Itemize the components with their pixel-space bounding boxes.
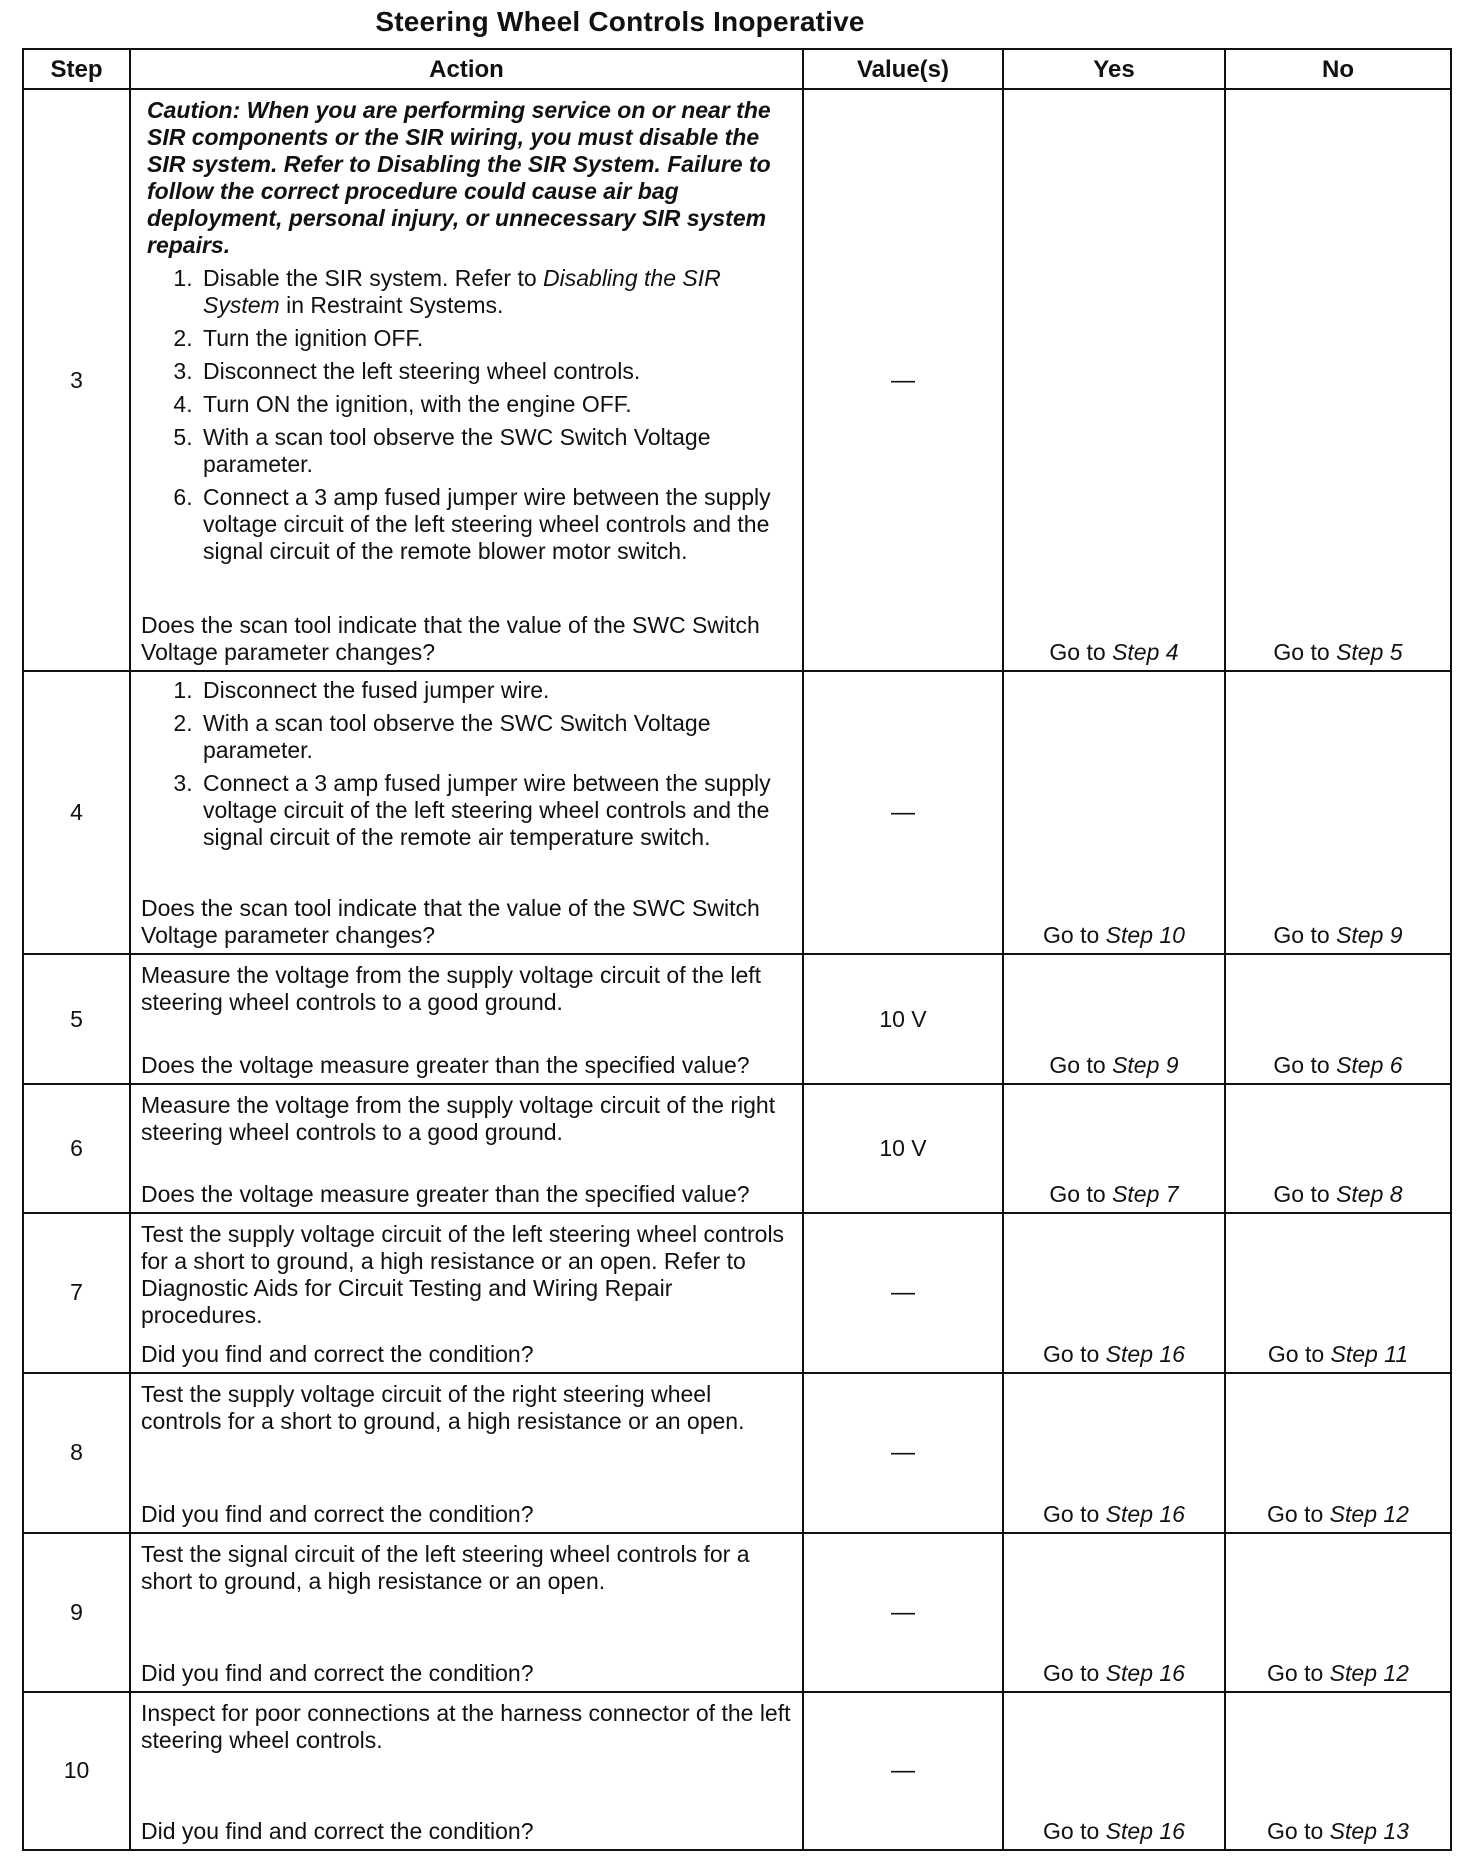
question-text: Did you find and correct the condition? bbox=[141, 1659, 534, 1686]
yes-cell bbox=[1003, 1692, 1225, 1850]
step-number: 5 bbox=[23, 954, 130, 1083]
no-goto-step: Step 6 bbox=[1336, 1051, 1403, 1078]
yes-cell bbox=[1003, 1373, 1225, 1533]
no-goto-step: Step 9 bbox=[1336, 922, 1403, 949]
table-row bbox=[23, 1373, 1451, 1533]
question-text: Did you find and correct the condition? bbox=[141, 1500, 534, 1527]
question-text: Did you find and correct the condition? bbox=[141, 1340, 534, 1367]
step-number: 9 bbox=[23, 1533, 130, 1692]
goto-label: Go to bbox=[1043, 1340, 1100, 1367]
action-cell bbox=[130, 1373, 803, 1533]
list-item: 4. Turn ON the ignition, with the engine OFF. bbox=[199, 391, 794, 418]
step-number: 4 bbox=[23, 671, 130, 954]
step-number: 8 bbox=[23, 1373, 130, 1533]
value-text: — bbox=[891, 366, 915, 394]
goto-label: Go to bbox=[1049, 1180, 1106, 1207]
question-text: Does the voltage measure greater than the specified value? bbox=[141, 1051, 750, 1078]
step-number: 10 bbox=[23, 1692, 130, 1850]
goto-label: Go to bbox=[1267, 1340, 1325, 1367]
table-row bbox=[23, 1692, 1451, 1850]
action-cell bbox=[130, 954, 803, 1083]
goto-label: Go to bbox=[1049, 639, 1106, 666]
header-step: Step bbox=[23, 49, 130, 89]
yes-goto-step: Step 7 bbox=[1112, 1180, 1179, 1207]
value-text: — bbox=[891, 1279, 915, 1307]
no-cell bbox=[1225, 1084, 1451, 1213]
list-item: 6. Connect a 3 amp fused jumper wire between the supply voltage circuit of the left steering wheel controls and the signal circuit of the remote blower motor switch. bbox=[199, 484, 794, 565]
table-row bbox=[23, 1533, 1451, 1692]
page-title: Steering Wheel Controls Inoperative bbox=[375, 6, 865, 37]
yes-cell bbox=[1003, 1213, 1225, 1373]
no-goto-step: Step 5 bbox=[1336, 639, 1403, 666]
question-text: Does the scan tool indicate that the value of the SWC Switch Voltage parameter changes? bbox=[141, 612, 760, 666]
no-cell bbox=[1225, 1692, 1451, 1850]
action-text: Test the signal circuit of the left steering wheel controls for a short to ground, a high resistance or an open. bbox=[141, 1540, 750, 1594]
value-cell bbox=[803, 1084, 1003, 1213]
diagnostic-table bbox=[22, 48, 1452, 1851]
no-cell bbox=[1225, 1213, 1451, 1373]
action-text: Test the supply voltage circuit of the left steering wheel controls for a short to ground, a high resistance or an open. Refer to Diagnostic Aids for Circuit Testing and Wiring Repair procedures. bbox=[141, 1220, 785, 1328]
value-text: — bbox=[891, 1439, 915, 1467]
no-cell bbox=[1225, 954, 1451, 1083]
yes-goto-step: Step 16 bbox=[1105, 1659, 1185, 1686]
value-text: 10 V bbox=[879, 1134, 927, 1161]
table-row bbox=[23, 954, 1451, 1083]
header-yes: Yes bbox=[1003, 49, 1225, 89]
list-item: 2. With a scan tool observe the SWC Switch Voltage parameter. bbox=[199, 710, 794, 764]
header-values: Value(s) bbox=[803, 49, 1003, 89]
yes-cell bbox=[1003, 89, 1225, 671]
no-cell bbox=[1225, 671, 1451, 954]
yes-cell bbox=[1003, 1533, 1225, 1692]
goto-label: Go to bbox=[1043, 1659, 1100, 1686]
goto-label: Go to bbox=[1049, 1051, 1106, 1078]
goto-label: Go to bbox=[1273, 1051, 1330, 1078]
action-cell bbox=[130, 1084, 803, 1213]
no-goto-step: Step 12 bbox=[1329, 1500, 1409, 1527]
list-item: 1. Disconnect the fused jumper wire. bbox=[199, 677, 794, 704]
yes-goto-step: Step 16 bbox=[1105, 1340, 1185, 1367]
header-no: No bbox=[1225, 49, 1451, 89]
list-item: 3. Connect a 3 amp fused jumper wire between the supply voltage circuit of the left steering wheel controls and the signal circuit of the remote air temperature switch. bbox=[199, 770, 794, 851]
list-item: 5. With a scan tool observe the SWC Switch Voltage parameter. bbox=[199, 424, 794, 478]
no-goto-step: Step 8 bbox=[1336, 1180, 1403, 1207]
no-cell bbox=[1225, 1373, 1451, 1533]
yes-goto-step: Step 16 bbox=[1105, 1818, 1185, 1844]
value-cell bbox=[803, 1533, 1003, 1692]
caution-text: Caution: When you are performing service on or near the SIR components or the SIR wiring, you must disable the SIR system. Refer to Disabling the SIR System. Failure to follow the correct procedure could cause air bag deployment, personal injury, or unnecessary SIR system repairs. bbox=[147, 97, 771, 258]
table-row bbox=[23, 671, 1451, 954]
action-text: Test the supply voltage circuit of the right steering wheel controls for a short to ground, a high resistance or an open. bbox=[141, 1380, 745, 1434]
table-header-row bbox=[23, 49, 1451, 89]
goto-label: Go to bbox=[1273, 639, 1330, 666]
action-text: Measure the voltage from the supply voltage circuit of the left steering wheel controls to a good ground. bbox=[141, 962, 762, 1016]
action-cell bbox=[130, 89, 803, 671]
no-goto-step: Step 11 bbox=[1330, 1340, 1409, 1367]
action-cell bbox=[130, 1533, 803, 1692]
action-text: Measure the voltage from the supply voltage circuit of the right steering wheel controls to a good ground. bbox=[141, 1091, 776, 1145]
goto-label: Go to bbox=[1273, 1180, 1330, 1207]
procedure-list bbox=[141, 265, 794, 565]
goto-label: Go to bbox=[1043, 1500, 1100, 1527]
value-text: — bbox=[891, 799, 915, 827]
goto-label: Go to bbox=[1267, 1818, 1324, 1844]
value-cell bbox=[803, 89, 1003, 671]
goto-label: Go to bbox=[1273, 922, 1330, 949]
list-item: 3. Disconnect the left steering wheel controls. bbox=[199, 358, 794, 385]
no-cell bbox=[1225, 89, 1451, 671]
action-text: Inspect for poor connections at the harness connector of the left steering wheel controls. bbox=[141, 1699, 791, 1753]
procedure-list bbox=[141, 677, 794, 857]
table-row bbox=[23, 1213, 1451, 1373]
no-cell bbox=[1225, 1533, 1451, 1692]
value-text: — bbox=[891, 1757, 915, 1785]
action-cell bbox=[130, 1213, 803, 1373]
value-cell bbox=[803, 1692, 1003, 1850]
action-cell bbox=[130, 671, 803, 954]
table-row bbox=[23, 89, 1451, 671]
yes-goto-step: Step 16 bbox=[1105, 1500, 1185, 1527]
goto-label: Go to bbox=[1043, 1818, 1100, 1844]
reference-link-text: Disabling the SIR System bbox=[203, 265, 721, 318]
yes-cell bbox=[1003, 954, 1225, 1083]
yes-goto-step: Step 10 bbox=[1105, 922, 1185, 949]
list-item: 1. Disable the SIR system. Refer to Disabling the SIR System in Restraint Systems. bbox=[199, 265, 794, 319]
value-cell bbox=[803, 671, 1003, 954]
value-cell bbox=[803, 954, 1003, 1083]
question-text: Did you find and correct the condition? bbox=[141, 1818, 534, 1844]
question-text: Does the scan tool indicate that the value of the SWC Switch Voltage parameter changes? bbox=[141, 895, 760, 949]
header-action: Action bbox=[130, 49, 803, 89]
value-text: — bbox=[891, 1598, 915, 1626]
step-number: 7 bbox=[23, 1213, 130, 1373]
goto-label: Go to bbox=[1043, 922, 1100, 949]
yes-goto-step: Step 9 bbox=[1112, 1051, 1179, 1078]
no-goto-step: Step 13 bbox=[1329, 1818, 1409, 1844]
list-item: 2. Turn the ignition OFF. bbox=[199, 325, 794, 352]
yes-goto-step: Step 4 bbox=[1112, 639, 1179, 666]
step-number: 3 bbox=[23, 89, 130, 671]
goto-label: Go to bbox=[1267, 1659, 1324, 1686]
value-cell bbox=[803, 1373, 1003, 1533]
yes-cell bbox=[1003, 671, 1225, 954]
no-goto-step: Step 12 bbox=[1329, 1659, 1409, 1686]
yes-cell bbox=[1003, 1084, 1225, 1213]
action-cell bbox=[130, 1692, 803, 1850]
value-cell bbox=[803, 1213, 1003, 1373]
goto-label: Go to bbox=[1267, 1500, 1324, 1527]
question-text: Does the voltage measure greater than the specified value? bbox=[141, 1180, 750, 1207]
value-text: 10 V bbox=[879, 1005, 927, 1032]
step-number: 6 bbox=[23, 1084, 130, 1213]
table-row bbox=[23, 1084, 1451, 1213]
